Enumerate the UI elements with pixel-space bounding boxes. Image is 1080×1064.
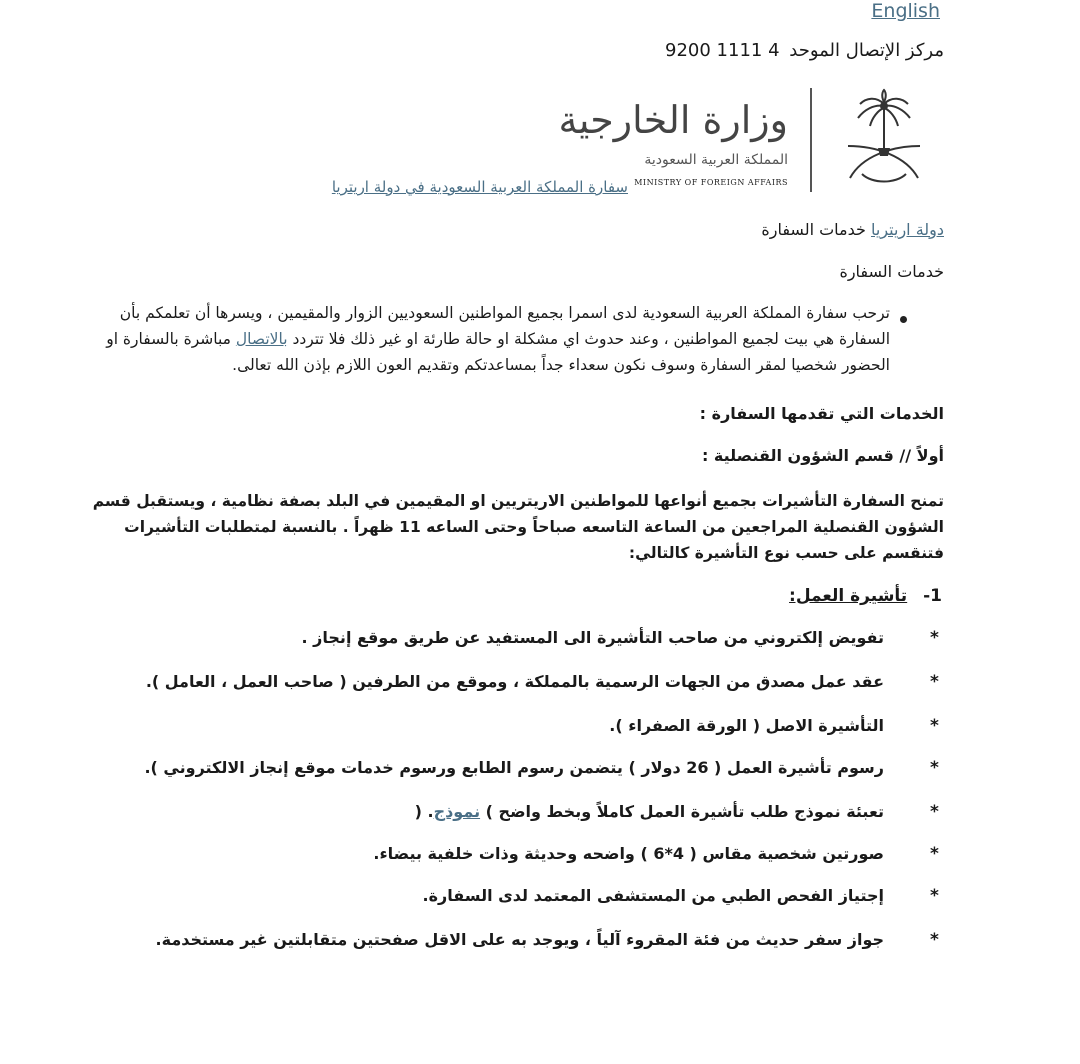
breadcrumb — [755, 220, 944, 239]
contact-link[interactable]: بالاتصال — [235, 330, 288, 348]
requirement-item: صورتين شخصية مقاس ( 4*6 ) واضحه وحديثة وذات خلفية بيضاء. — [373, 844, 884, 863]
hotline-number: 9200 1111 4 — [665, 40, 780, 61]
breadcrumb-current-page: خدمات السفارة — [761, 220, 866, 239]
requirement-item: إجتياز الفحص الطبي من المستشفى المعتمد لدى السفارة. — [422, 886, 884, 905]
requirement-item: عقد عمل مصدق من الجهات الرسمية بالمملكة ، وموقع من الطرفين ( صاحب العمل ، العامل ). — [145, 672, 884, 691]
list-bullet-icon: * — [930, 886, 939, 906]
bullet-icon — [900, 316, 907, 323]
intro-text-2: مباشرة بالسفارة او الحضور شخصيا لمقر السفارة وسوف نكون سعداء جداً بمساعدتكم وتقديم العون اللازم بإذن الله تعالى. — [106, 330, 890, 374]
page-title: خدمات السفارة — [839, 262, 944, 281]
english-language-link[interactable]: English — [871, 0, 940, 22]
consular-paragraph: تمنح السفارة التأشيرات بجميع أنواعها للمواطنين الاريتريين او المقيمين في البلد بصفة نظامية ، ويستقبل قسم الشؤون القنصلية المراجعين من الساعة التاسعه صباحاً وحتى الساعه 11 ظهراً . بالنسبة لمتطلبات التأشيرات فتنقسم على حسب نوع التأشيرة كالتالي: — [92, 492, 944, 562]
list-bullet-icon: * — [930, 628, 939, 648]
ministry-name-arabic: وزارة الخارجية — [558, 98, 788, 142]
embassy-home-link[interactable]: سفارة المملكة العربية السعودية في دولة اريتريا — [331, 178, 628, 196]
requirement-item: تفويض إلكتروني من صاحب التأشيرة الى المستفيد عن طريق موقع إنجاز . — [301, 628, 884, 647]
list-bullet-icon: * — [930, 802, 939, 822]
requirement-item: رسوم تأشيرة العمل ( 26 دولار ) يتضمن رسوم الطابع ورسوم خدمات موقع إنجاز الالكتروني ). — [144, 758, 884, 777]
work-visa-heading — [789, 586, 942, 606]
list-bullet-icon: * — [930, 844, 939, 864]
requirement-text: تعبئة نموذج طلب تأشيرة العمل كاملاً وبخط واضح ) — [485, 802, 884, 821]
hotline-label: مركز الإتصال الموحد — [789, 40, 944, 61]
work-visa-number: -1 — [923, 586, 942, 606]
intro-paragraph — [70, 300, 890, 378]
hotline-info — [665, 40, 944, 61]
requirement-item: جواز سفر حديث من فئة المقروء آلياً ، ويوجد به على الاقل صفحتين متقابلتين غير مستخدمة. — [155, 930, 884, 949]
work-visa-title: تأشيرة العمل: — [789, 586, 908, 606]
logo-divider — [810, 88, 812, 192]
list-bullet-icon: * — [930, 758, 939, 778]
form-download-link[interactable]: نموذج — [433, 802, 481, 821]
breadcrumb-country-link[interactable]: دولة اريتريا — [871, 220, 944, 239]
form-link-suffix: . ( — [414, 802, 434, 821]
intro-text-1: ترحب سفارة المملكة العربية السعودية لدى اسمرا بجميع المواطنين السعوديين الزوار والمقيمين ، ويسرها أن تعلمكم بأن السفارة هي بيت لجميع المواطنين ، وعند حدوث اي مشكلة او حالة طارئة او غير ذلك فلا تتردد — [119, 304, 890, 348]
list-bullet-icon: * — [930, 672, 939, 692]
saudi-emblem-icon — [832, 86, 936, 196]
services-heading: الخدمات التي تقدمها السفارة : — [699, 404, 944, 423]
list-bullet-icon: * — [930, 930, 939, 950]
list-bullet-icon: * — [930, 716, 939, 736]
consular-heading: أولاً // قسم الشؤون القنصلية : — [701, 446, 944, 465]
requirement-item: التأشيرة الاصل ( الورقة الصفراء ). — [609, 716, 884, 735]
ministry-name-english: MINISTRY OF FOREIGN AFFAIRS — [634, 178, 788, 187]
kingdom-name-arabic: المملكة العربية السعودية — [644, 152, 788, 168]
requirement-item — [415, 802, 884, 821]
